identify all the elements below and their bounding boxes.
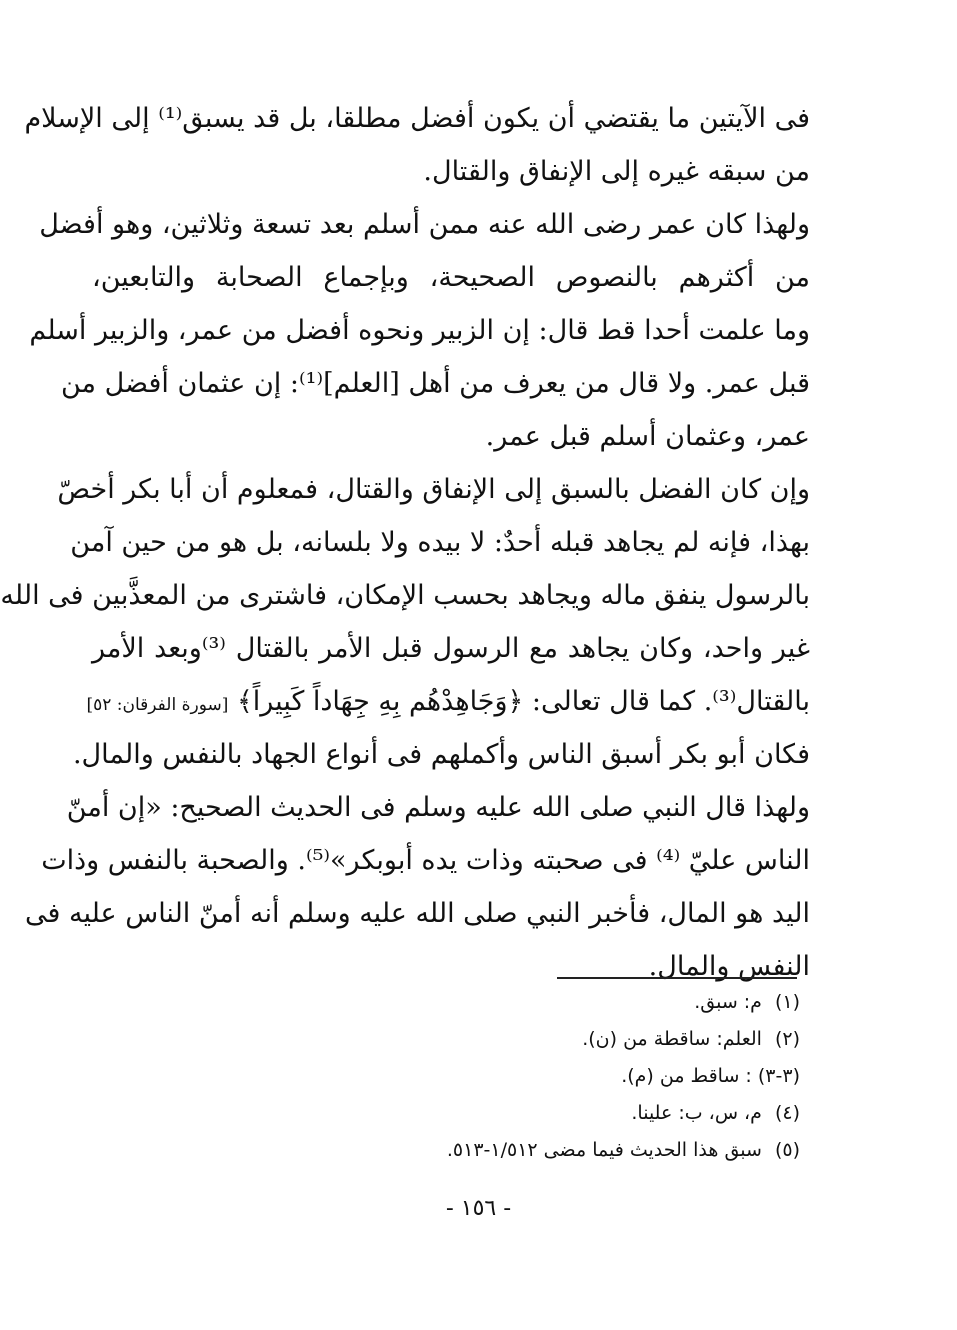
text-line: عمر، وعثمان أسلم قبل عمر. [485,421,810,452]
footnote-text: م: سبق. [694,991,762,1013]
footnote-divider [557,977,797,979]
footnote-item [300,1058,800,1095]
footnote-text: سبق هذا الحديث فيما مضى ١/٥١٢-٥١٣. [446,1139,762,1161]
footnote-number: (٤) [774,1102,800,1124]
footnote-number: (٣-٣) [757,1065,800,1087]
footnotes [300,984,800,1169]
text-line: اليد هو المال، فأخبر النبي صلى الله عليه وسلم أنه أمنّ الناس عليه فى [24,898,810,929]
text-line: غير واحد، وكان يجاهد مع الرسول قبل الأمر بالقتال ⁽³⁾وبعد الأمر [92,633,810,664]
footnote-item [300,1132,800,1169]
verse-text: بالقتال⁽³⁾. كما قال تعالى: ﴿وَجَاهِدْهُم بِهِ جِهَاداً كَبِيراً﴾ [236,686,810,717]
text-line: وإن كان الفضل بالسبق إلى الإنفاق والقتال، فمعلوم أن أبا بكر أخصّ [57,474,810,505]
footnote-item [300,1021,800,1058]
text-line: بهذا، فإنه لم يجاهد قبله أحدٌ: لا بيده ولا بلسانه، بل هو من حين آمن [70,527,810,558]
text-line: ولهذا قال النبي صلى الله عليه وسلم فى الحديث الصحيح: «إن أمنّ [66,792,810,823]
text-line: فكان أبو بكر أسبق الناس وأكملهم فى أنواع الجهاد بالنفس والمال. [72,739,810,770]
text-line: الناس عليّ ⁽⁴⁾ فى صحبته وذات يده أبوبكر»⁽⁵⁾. والصحبة بالنفس وذات [41,845,810,876]
body-text [0,92,810,993]
verse-line [86,675,810,728]
footnote-number: (١) [774,991,800,1013]
text-line: بالرسول ينفق ماله ويجاهد بحسب الإمكان، فاشترى من المعذَّبين فى الله [0,580,810,611]
text-line: من سبقه غيره إلى الإنفاق والقتال. [423,156,810,187]
text-line: ولهذا كان عمر رضى الله عنه ممن أسلم بعد تسعة وثلاثين، وهو أفضل [39,209,810,240]
footnote-number: (٥) [774,1139,800,1161]
text-line: فى الآيتين ما يقتضي أن يكون أفضل مطلقا، بل قد يسبق⁽¹⁾ إلى الإسلام [24,103,810,134]
text-line: النفس والمال. [648,951,810,982]
verse-citation: [سورة الفرقان: ٥٢] [86,695,229,715]
text-line: من أكثرهم بالنصوص الصحيحة، وبإجماع الصحابة والتابعين، [92,262,810,293]
footnote-text: م، س، ب: علينا. [631,1102,762,1124]
text-line: وما علمت أحدا قط قال: إن الزبير ونحوه أفضل من عمر، والزبير أسلم [29,315,810,346]
footnote-item [300,1095,800,1132]
footnote-number: (٢) [774,1028,800,1050]
page-number: - ١٥٦ - [445,1196,512,1221]
footnote-item [300,984,800,1021]
footnote-text: العلم: ساقطة من (ن). [582,1028,762,1050]
text-line: قبل عمر. ولا قال من يعرف من أهل [العلم]⁽¹⁾: إن عثمان أفضل من [61,368,810,399]
footnote-text: : ساقط من (م). [621,1065,752,1087]
